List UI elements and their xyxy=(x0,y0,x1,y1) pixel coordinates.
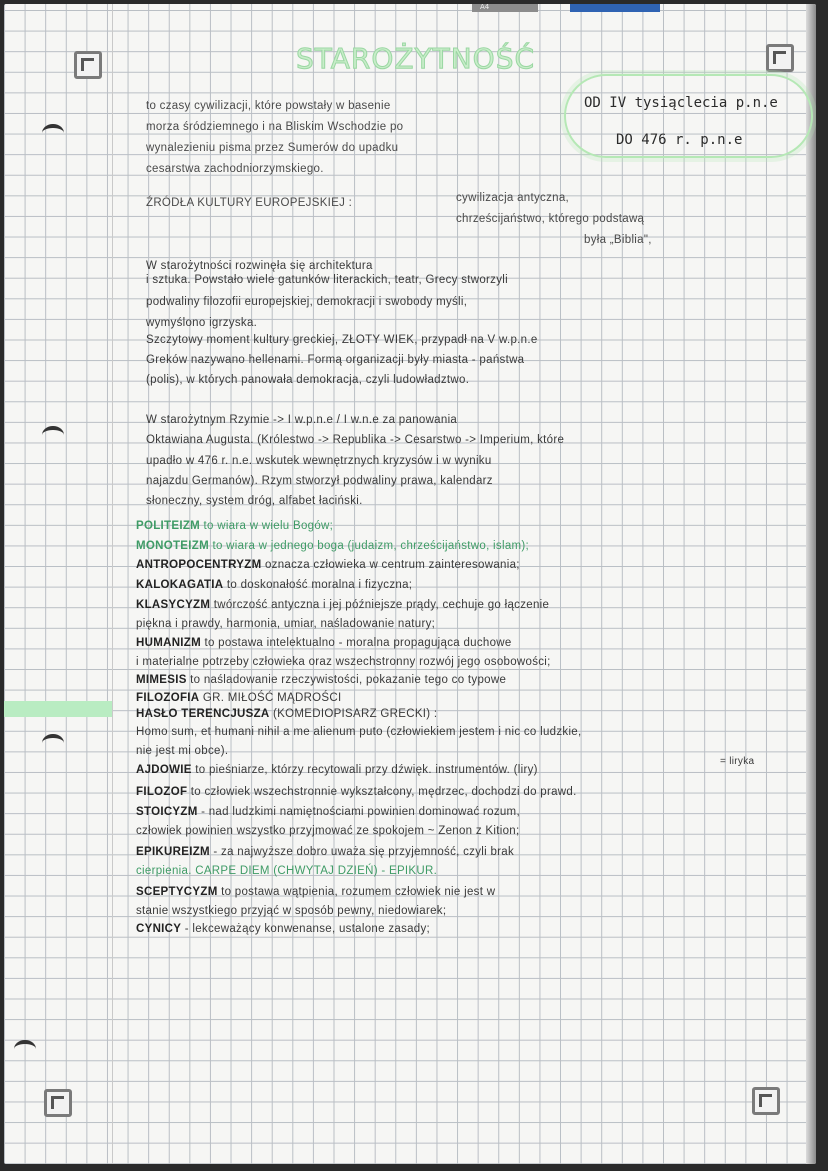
intro-line: morza śródziemnego i na Bliskim Wschodzie po xyxy=(146,121,404,133)
page-edge xyxy=(806,4,816,1164)
term-name: MONOTEIZM xyxy=(136,540,209,552)
term-definition: - za najwyższe dobro uważa się przyjemność, czyli brak xyxy=(213,846,515,858)
term-line xyxy=(136,579,412,591)
term-definition: to pieśniarze, którzy recytowali przy dźwięk. instrumentów. (liry) xyxy=(195,764,538,776)
term-line xyxy=(136,599,549,611)
term-name: ANTROPOCENTRYZM xyxy=(136,559,262,571)
term-definition: oznacza człowieka w centrum zainteresowania; xyxy=(264,559,520,571)
sources-line: była „Biblia", xyxy=(584,234,652,246)
term-line xyxy=(136,886,495,898)
term-name: KLASYCYZM xyxy=(136,599,211,611)
term-line xyxy=(136,708,437,720)
term-name: POLITEIZM xyxy=(136,520,201,532)
term-definition: nie jest mi obce). xyxy=(136,745,229,757)
term-definition: to wiara w jednego boga (judaizm, chrześcijaństwo, islam); xyxy=(212,540,530,552)
greece-line: (polis), w których panowała demokracja, czyli ludowładztwo. xyxy=(146,374,470,386)
margin-line xyxy=(112,4,113,1164)
term-line xyxy=(136,656,551,668)
term-definition: cierpienia. CARPE DIEM (CHWYTAJ DZIEŃ) - EPIKUR. xyxy=(136,865,438,877)
top-blue-strip xyxy=(570,4,660,12)
greece-line: Szczytowy moment kultury greckiej, ZŁOTY WIEK, przypadł na V w.p.n.e xyxy=(146,334,538,346)
term-name: MIMESIS xyxy=(136,674,187,686)
term-line xyxy=(136,692,342,704)
term-definition: - lekceważący konwenanse, ustalone zasady; xyxy=(184,923,431,935)
sources-line: chrześcijaństwo, którego podstawą xyxy=(456,213,645,225)
term-name: CYNICY xyxy=(136,923,182,935)
term-line xyxy=(136,764,538,776)
term-line xyxy=(136,806,520,818)
term-line xyxy=(136,618,435,630)
term-line xyxy=(136,923,430,935)
rome-line: najazdu Germanów). Rzym stworzył podwaliny prawa, kalendarz xyxy=(146,475,493,487)
binder-hole-mark xyxy=(42,124,64,142)
term-name: AJDOWIE xyxy=(136,764,192,776)
term-line xyxy=(136,745,228,757)
intro-line: cesarstwa zachodniorzymskiego. xyxy=(146,163,324,175)
intro-line: wynalezieniu pisma przez Sumerów do upadku xyxy=(146,142,399,154)
sources-label: ŹRÓDŁA KULTURY EUROPEJSKIEJ : xyxy=(146,197,353,209)
top-tab xyxy=(472,4,538,12)
intro-line: to czasy cywilizacji, które powstały w basenie xyxy=(146,100,391,112)
term-line xyxy=(136,540,529,552)
term-name: STOICYZM xyxy=(136,806,198,818)
corner-marker-top-left xyxy=(74,51,102,79)
term-definition: to człowiek wszechstronnie wykształcony, mędrzec, dochodzi do prawd. xyxy=(190,786,577,798)
term-definition: (KOMEDIOPISARZ GRECKI) : xyxy=(273,708,438,720)
rome-line: upadło w 476 r. n.e. wskutek wewnętrznych kryzysów i w wyniku xyxy=(146,455,492,467)
term-definition: piękna i prawdy, harmonia, umiar, naśladowanie natury; xyxy=(136,618,436,630)
margin-highlight xyxy=(4,701,112,717)
top-tab-label: A4 xyxy=(480,4,490,11)
date-to: DO 476 r. p.n.e xyxy=(616,132,743,148)
term-definition: Homo sum, et humani nihil a me alienum puto (człowiekiem jestem i nic co ludzkie, xyxy=(136,726,582,738)
greece-line: W starożytności rozwinęła się architektura xyxy=(146,260,373,272)
greece-line: podwaliny filozofii europejskiej, demokracji i swobody myśli, xyxy=(146,296,468,308)
term-definition: - nad ludzkimi namiętnościami powinien dominować rozum, xyxy=(201,806,520,818)
term-definition: człowiek powinien wszystko przyjmować ze spokojem ~ Zenon z Kition; xyxy=(136,825,520,837)
corner-marker-top-right xyxy=(766,44,794,72)
term-line xyxy=(136,726,582,738)
term-definition: to naśladowanie rzeczywistości, pokazanie tego co typowe xyxy=(190,674,507,686)
rome-line: Oktawiana Augusta. (Królestwo -> Republika -> Cesarstwo -> Imperium, które xyxy=(146,434,565,446)
rome-line: słoneczny, system dróg, alfabet łaciński. xyxy=(146,495,363,507)
term-line xyxy=(136,674,506,686)
corner-marker-bottom-right xyxy=(752,1087,780,1115)
side-note: = liryka xyxy=(720,756,755,767)
term-name: FILOZOFIA xyxy=(136,692,200,704)
term-definition: to doskonałość moralna i fizyczna; xyxy=(226,579,413,591)
greece-line: i sztuka. Powstało wiele gatunków literackich, teatr, Grecy stworzyli xyxy=(146,274,508,286)
term-name: HASŁO TERENCJUSZA xyxy=(136,708,270,720)
term-name: KALOKAGATIA xyxy=(136,579,224,591)
term-definition: to postawa wątpienia, rozumem człowiek nie jest w xyxy=(221,886,496,898)
rome-line: W starożytnym Rzymie -> I w.p.n.e / I w.n.e za panowania xyxy=(146,414,458,426)
term-name: EPIKUREIZM xyxy=(136,846,210,858)
term-line xyxy=(136,846,514,858)
term-line xyxy=(136,520,333,532)
greece-line: Greków nazywano hellenami. Formą organizacji były miasta - państwa xyxy=(146,354,525,366)
term-name: FILOZOF xyxy=(136,786,188,798)
term-definition: GR. MIŁOŚĆ MĄDROŚCI xyxy=(202,692,342,704)
term-definition: to postawa intelektualno - moralna propagująca duchowe xyxy=(204,637,512,649)
term-name: HUMANIZM xyxy=(136,637,201,649)
greece-line: wymyślono igrzyska. xyxy=(146,317,258,329)
term-line xyxy=(136,559,520,571)
term-definition: to wiara w wielu Bogów; xyxy=(203,520,334,532)
term-line xyxy=(136,786,577,798)
term-line xyxy=(136,865,437,877)
term-definition: i materialne potrzeby człowieka oraz wszechstronny rozwój jego osobowości; xyxy=(136,656,551,668)
notebook-page xyxy=(4,4,816,1164)
term-line xyxy=(136,905,446,917)
term-line xyxy=(136,637,512,649)
binder-hole-mark xyxy=(42,734,64,752)
date-from: OD IV tysiąclecia p.n.e xyxy=(584,95,778,111)
term-definition: stanie wszystkiego przyjąć w sposób pewny, niedowiarek; xyxy=(136,905,447,917)
term-definition: twórczość antyczna i jej późniejsze prądy, cechuje go łączenie xyxy=(213,599,550,611)
sources-line: cywilizacja antyczna, xyxy=(456,192,570,204)
term-name: SCEPTYCYZM xyxy=(136,886,218,898)
binder-hole-mark xyxy=(42,426,64,444)
page-title: STAROŻYTNOŚĆ xyxy=(296,42,536,75)
binder-hole-mark xyxy=(14,1040,36,1058)
corner-marker-bottom-left xyxy=(44,1089,72,1117)
term-line xyxy=(136,825,519,837)
